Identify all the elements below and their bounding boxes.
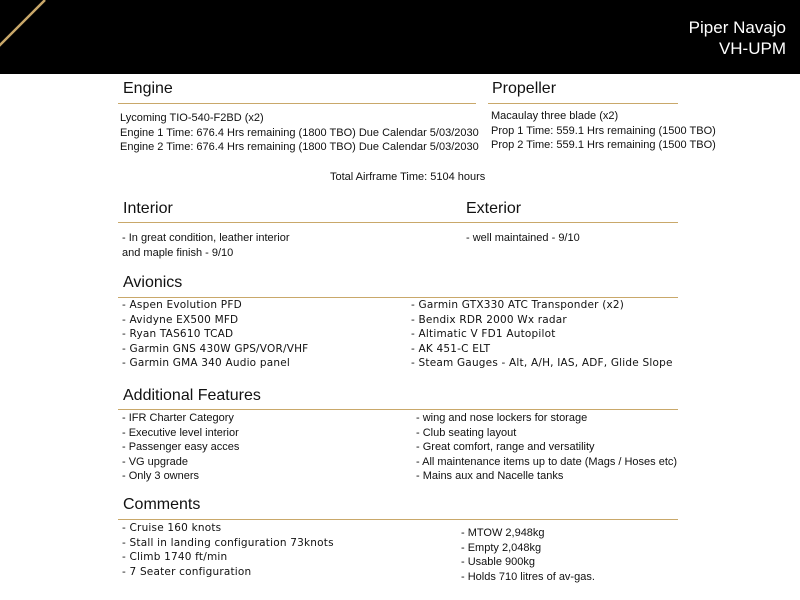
avionics-item: - Ryan TAS610 TCAD — [122, 328, 234, 340]
engine-rule — [118, 103, 476, 104]
propeller-rule — [488, 103, 678, 104]
comments-heading: Comments — [123, 496, 201, 513]
feature-item: - Only 3 owners — [122, 470, 200, 482]
comment-item: - Cruise 160 knots — [122, 522, 222, 534]
comments-rule — [118, 519, 678, 520]
feature-item: - Club seating layout — [416, 426, 517, 439]
avionics-item: - Bendix RDR 2000 Wx radar — [411, 313, 567, 326]
avionics-item: - Avidyne EX500 MFD — [122, 313, 239, 326]
header-banner — [0, 0, 800, 74]
comment-item: - MTOW 2,948kg — [461, 527, 545, 539]
avionics-item: - Garmin GMA 340 Audio panel — [122, 357, 290, 369]
comments-left-list — [122, 521, 334, 579]
interior-line: - In great condition, leather interior — [122, 232, 290, 244]
comments-right-list — [461, 526, 595, 584]
comment-item: - Usable 900kg — [461, 556, 535, 568]
avionics-left-list — [122, 298, 308, 371]
interior-heading: Interior — [123, 200, 173, 217]
comment-item: - Empty 2,048kg — [461, 541, 542, 554]
engine-line: Engine 1 Time: 676.4 Hrs remaining (1800 TBO) Due Calendar 5/03/2030 — [120, 126, 479, 139]
comment-item: - Climb 1740 ft/min — [122, 551, 228, 563]
feature-item: - wing and nose lockers for storage — [416, 412, 588, 424]
interior-exterior-rule — [118, 222, 678, 223]
propeller-line: Prop 1 Time: 559.1 Hrs remaining (1500 TBO) — [491, 124, 716, 137]
propeller-line: Prop 2 Time: 559.1 Hrs remaining (1500 TBO) — [491, 139, 716, 151]
avionics-item: - Altimatic V FD1 Autopilot — [411, 328, 556, 340]
features-heading: Additional Features — [123, 387, 261, 404]
exterior-details — [466, 231, 580, 246]
avionics-item: - Garmin GNS 430W GPS/VOR/VHF — [122, 342, 309, 355]
interior-line: and maple finish - 9/10 — [122, 246, 234, 259]
avionics-item: - Steam Gauges - Alt, A/H, IAS, ADF, Glide Slope — [411, 357, 673, 369]
feature-item: - Passenger easy acces — [122, 441, 240, 453]
features-right-list — [416, 411, 677, 484]
comment-item: - 7 Seater configuration — [122, 565, 252, 578]
feature-item: - Executive level interior — [122, 426, 239, 439]
total-airframe-time: Total Airframe Time: 5104 hours — [330, 171, 486, 183]
aircraft-registration: VH-UPM — [718, 39, 786, 58]
features-rule — [118, 409, 678, 410]
propeller-details — [491, 109, 716, 153]
engine-heading: Engine — [123, 80, 173, 97]
feature-item: - Great comfort, range and versatility — [416, 441, 595, 453]
feature-item: - VG upgrade — [122, 455, 189, 468]
comment-item: - Stall in landing configuration 73knots — [122, 536, 334, 549]
avionics-item: - Aspen Evolution PFD — [122, 299, 242, 311]
exterior-line: - well maintained - 9/10 — [466, 232, 580, 244]
propeller-heading: Propeller — [492, 80, 557, 97]
avionics-heading: Avionics — [123, 274, 183, 291]
engine-line: Engine 2 Time: 676.4 Hrs remaining (1800 TBO) Due Calendar 5/03/2030 — [120, 141, 479, 153]
exterior-heading: Exterior — [466, 200, 522, 217]
interior-details — [122, 231, 290, 260]
feature-item: - All maintenance items up to date (Mags / Hoses etc) — [416, 455, 678, 468]
feature-item: - IFR Charter Category — [122, 412, 234, 424]
engine-line: Lycoming TIO-540-F2BD (x2) — [120, 112, 264, 124]
propeller-line: Macaulay three blade (x2) — [491, 110, 619, 122]
comment-item: - Holds 710 litres of av-gas. — [461, 570, 595, 583]
gold-diagonal-accent — [0, 0, 60, 74]
feature-item: - Mains aux and Nacelle tanks — [416, 470, 564, 482]
avionics-item: - AK 451-C ELT — [411, 342, 491, 355]
features-left-list — [122, 411, 239, 484]
aircraft-model: Piper Navajo — [688, 18, 786, 37]
avionics-item: - Garmin GTX330 ATC Transponder (x2) — [411, 299, 625, 311]
avionics-right-list — [411, 298, 673, 371]
engine-details — [120, 111, 479, 155]
aircraft-title — [689, 17, 786, 59]
